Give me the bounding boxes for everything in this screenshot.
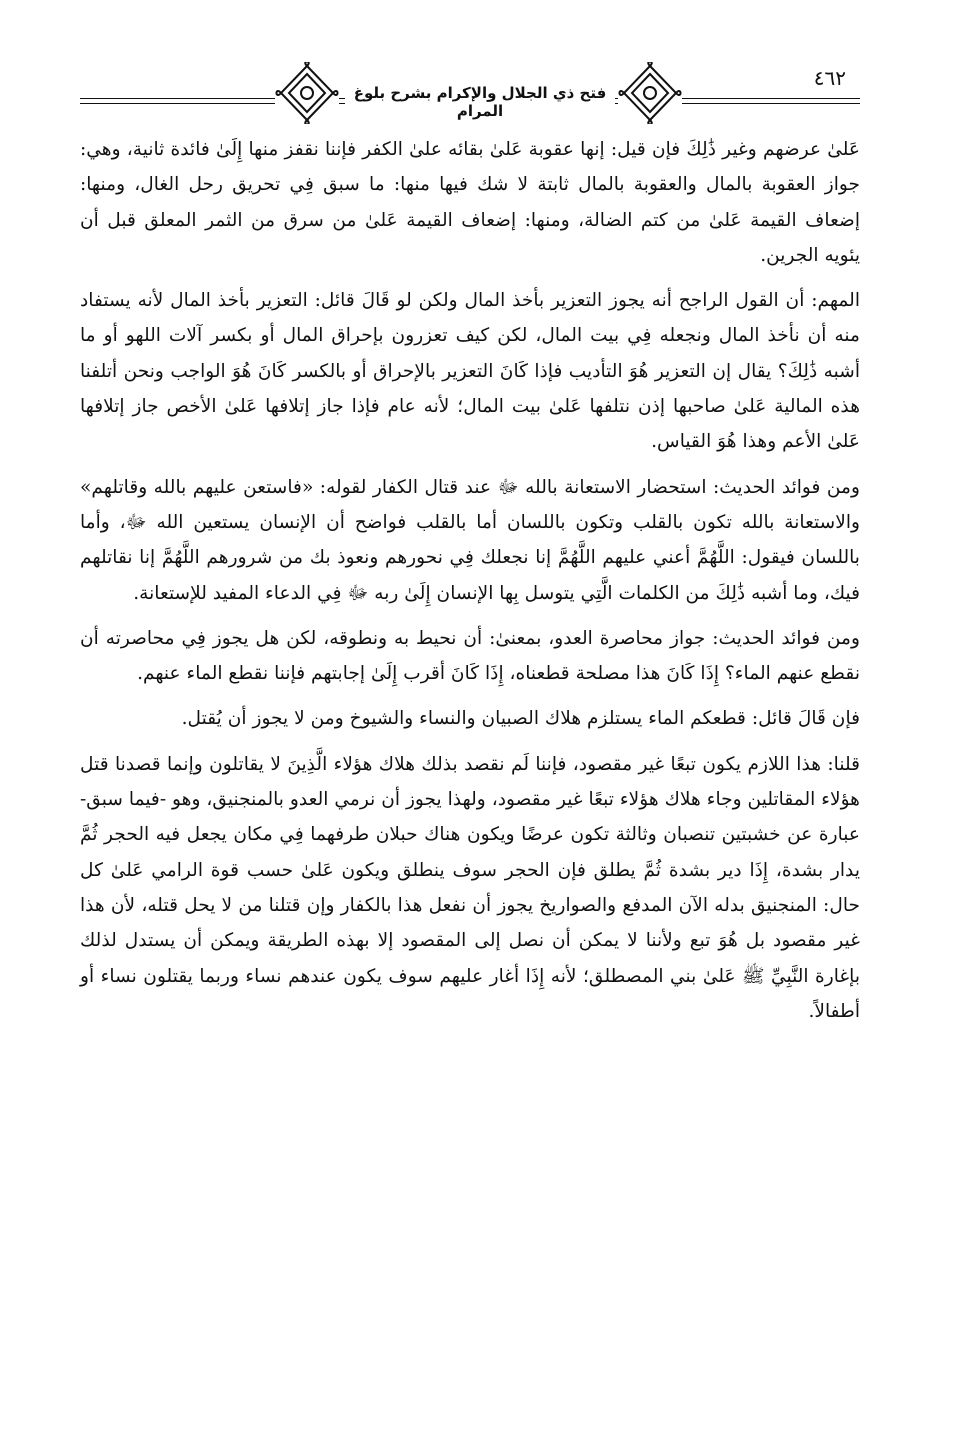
book-title: فتح ذي الجلال والإكرام بشرح بلوغ المرام — [345, 84, 615, 120]
paragraph: ومن فوائد الحديث: جواز محاصرة العدو، بمعنىٰ: أن نحيط به ونطوقه، لكن هل يجوز فِي محاصرته أن نقطع عنهم الماء؟ إِذَا كَانَ هذا مصلحة قطعناه، إِذَا كَانَ أقرب إِلَىٰ إجابتهم فإننا نقطع الماء عنهم. — [80, 627, 860, 685]
ornament-icon — [275, 62, 339, 124]
page-number: ٤٦٢ — [810, 66, 850, 90]
page-body — [80, 132, 860, 1029]
paragraph: قلنا: هذا اللازم يكون تبعًا غير مقصود، فإننا لَم نقصد بذلك هلاك هؤلاء الَّذِينَ لا يقاتلون وإنما قصدنا قتل هؤلاء المقاتلين وجاء هلاك هؤلاء تبعًا غير مقصود، ولهذا يجوز أن نرمي العدو بالمنجنيق، وهو -فيما سبق- عبارة عن خشبتين تنصبان وثالثة تكون عرضًا ويكون هناك حبلان طرفهما فِي مكان يجعل فيه الحجر ثُمَّ يدار بشدة، إِذَا دير بشدة ثُمَّ يطلق فإن الحجر سوف ينطلق ويكون عَلىٰ حسب قوة الرامي عَلىٰ كل حال: المنجنيق بدله الآن المدفع والصواريخ يجوز أن نفعل هذا بالكفار وإن قتلنا من لا يحل قتله، لأن هذا غير مقصود بل هُوَ تبع ولأننا لا يمكن أن نصل إلى المقصود إلا بهذه الطريقة ويمكن أن يستدل لذلك بإغارة النَّبِيِّ ﷺ عَلىٰ بني المصطلق؛ لأنه إِذَا أغار عليهم سوف يكون عندهم نساء وربما يقتلون نساء أو أطفالاً. — [80, 753, 860, 1022]
paragraph: فإن قَالَ قائل: قطعكم الماء يستلزم هلاك الصبيان والنساء والشيوخ ومن لا يجوز أن يُقتل. — [181, 708, 860, 730]
paragraph: عَلىٰ عرضهم وغير ذَٰلِكَ فإن قيل: إنها عقوبة عَلىٰ بقائه علىٰ الكفر فإننا نقفز منها إِلَىٰ فائدة ثانية، وهي: جواز العقوبة بالمال والعقوبة بالمال ثابتة لا شك فيها منها: ما سبق فِي تحريق رحل الغال، ومنها: إضعاف القيمة عَلىٰ من كتم الضالة، ومنها: إضعاف القيمة عَلىٰ من سرق من الثمر المعلق قبل أن يئويه الجرين. — [80, 139, 860, 266]
page-header — [80, 62, 860, 122]
paragraph: ومن فوائد الحديث: استحضار الاستعانة بالله ﷻ عند قتال الكفار لقوله: «فاستعن عليهم بالله وقاتلهم» والاستعانة بالله تكون بالقلب وتكون باللسان أما بالقلب فواضح أن الإنسان يستعين الله ﷻ، وأما باللسان فيقول: اللَّهُمَّ أعني عليهم اللَّهُمَّ إنا نجعلك فِي نحورهم ونعوذ بك من شرورهم اللَّهُمَّ إنا نقاتلهم فيك، وما أشبه ذَٰلِكَ من الكلمات الَّتِي يتوسل بِها الإنسان إِلَىٰ ربه ﷻ فِي الدعاء المفيد للإستعانة. — [80, 476, 860, 604]
ornament-icon — [618, 62, 682, 124]
paragraph: المهم: أن القول الراجح أنه يجوز التعزير بأخذ المال ولكن لو قَالَ قائل: التعزير بأخذ المال لأنه يستفاد منه أن نأخذ المال ونجعله فِي بيت المال، لكن كيف تعزرون بإحراق المال أو بكسر آلات اللهو أو ما أشبه ذَٰلِكَ؟ يقال إن التعزير هُوَ التأديب فإذا كَانَ التعزير بالإحراق أو بالكسر كَانَ هُوَ الواجب ونحن أتلفنا هذه المالية عَلىٰ صاحبها إذن نتلفها عَلىٰ بيت المال؛ لأنه عام فإذا جاز إتلافها عَلىٰ الأخص جاز إتلافها عَلىٰ الأعم وهذا هُوَ القياس. — [80, 290, 860, 453]
